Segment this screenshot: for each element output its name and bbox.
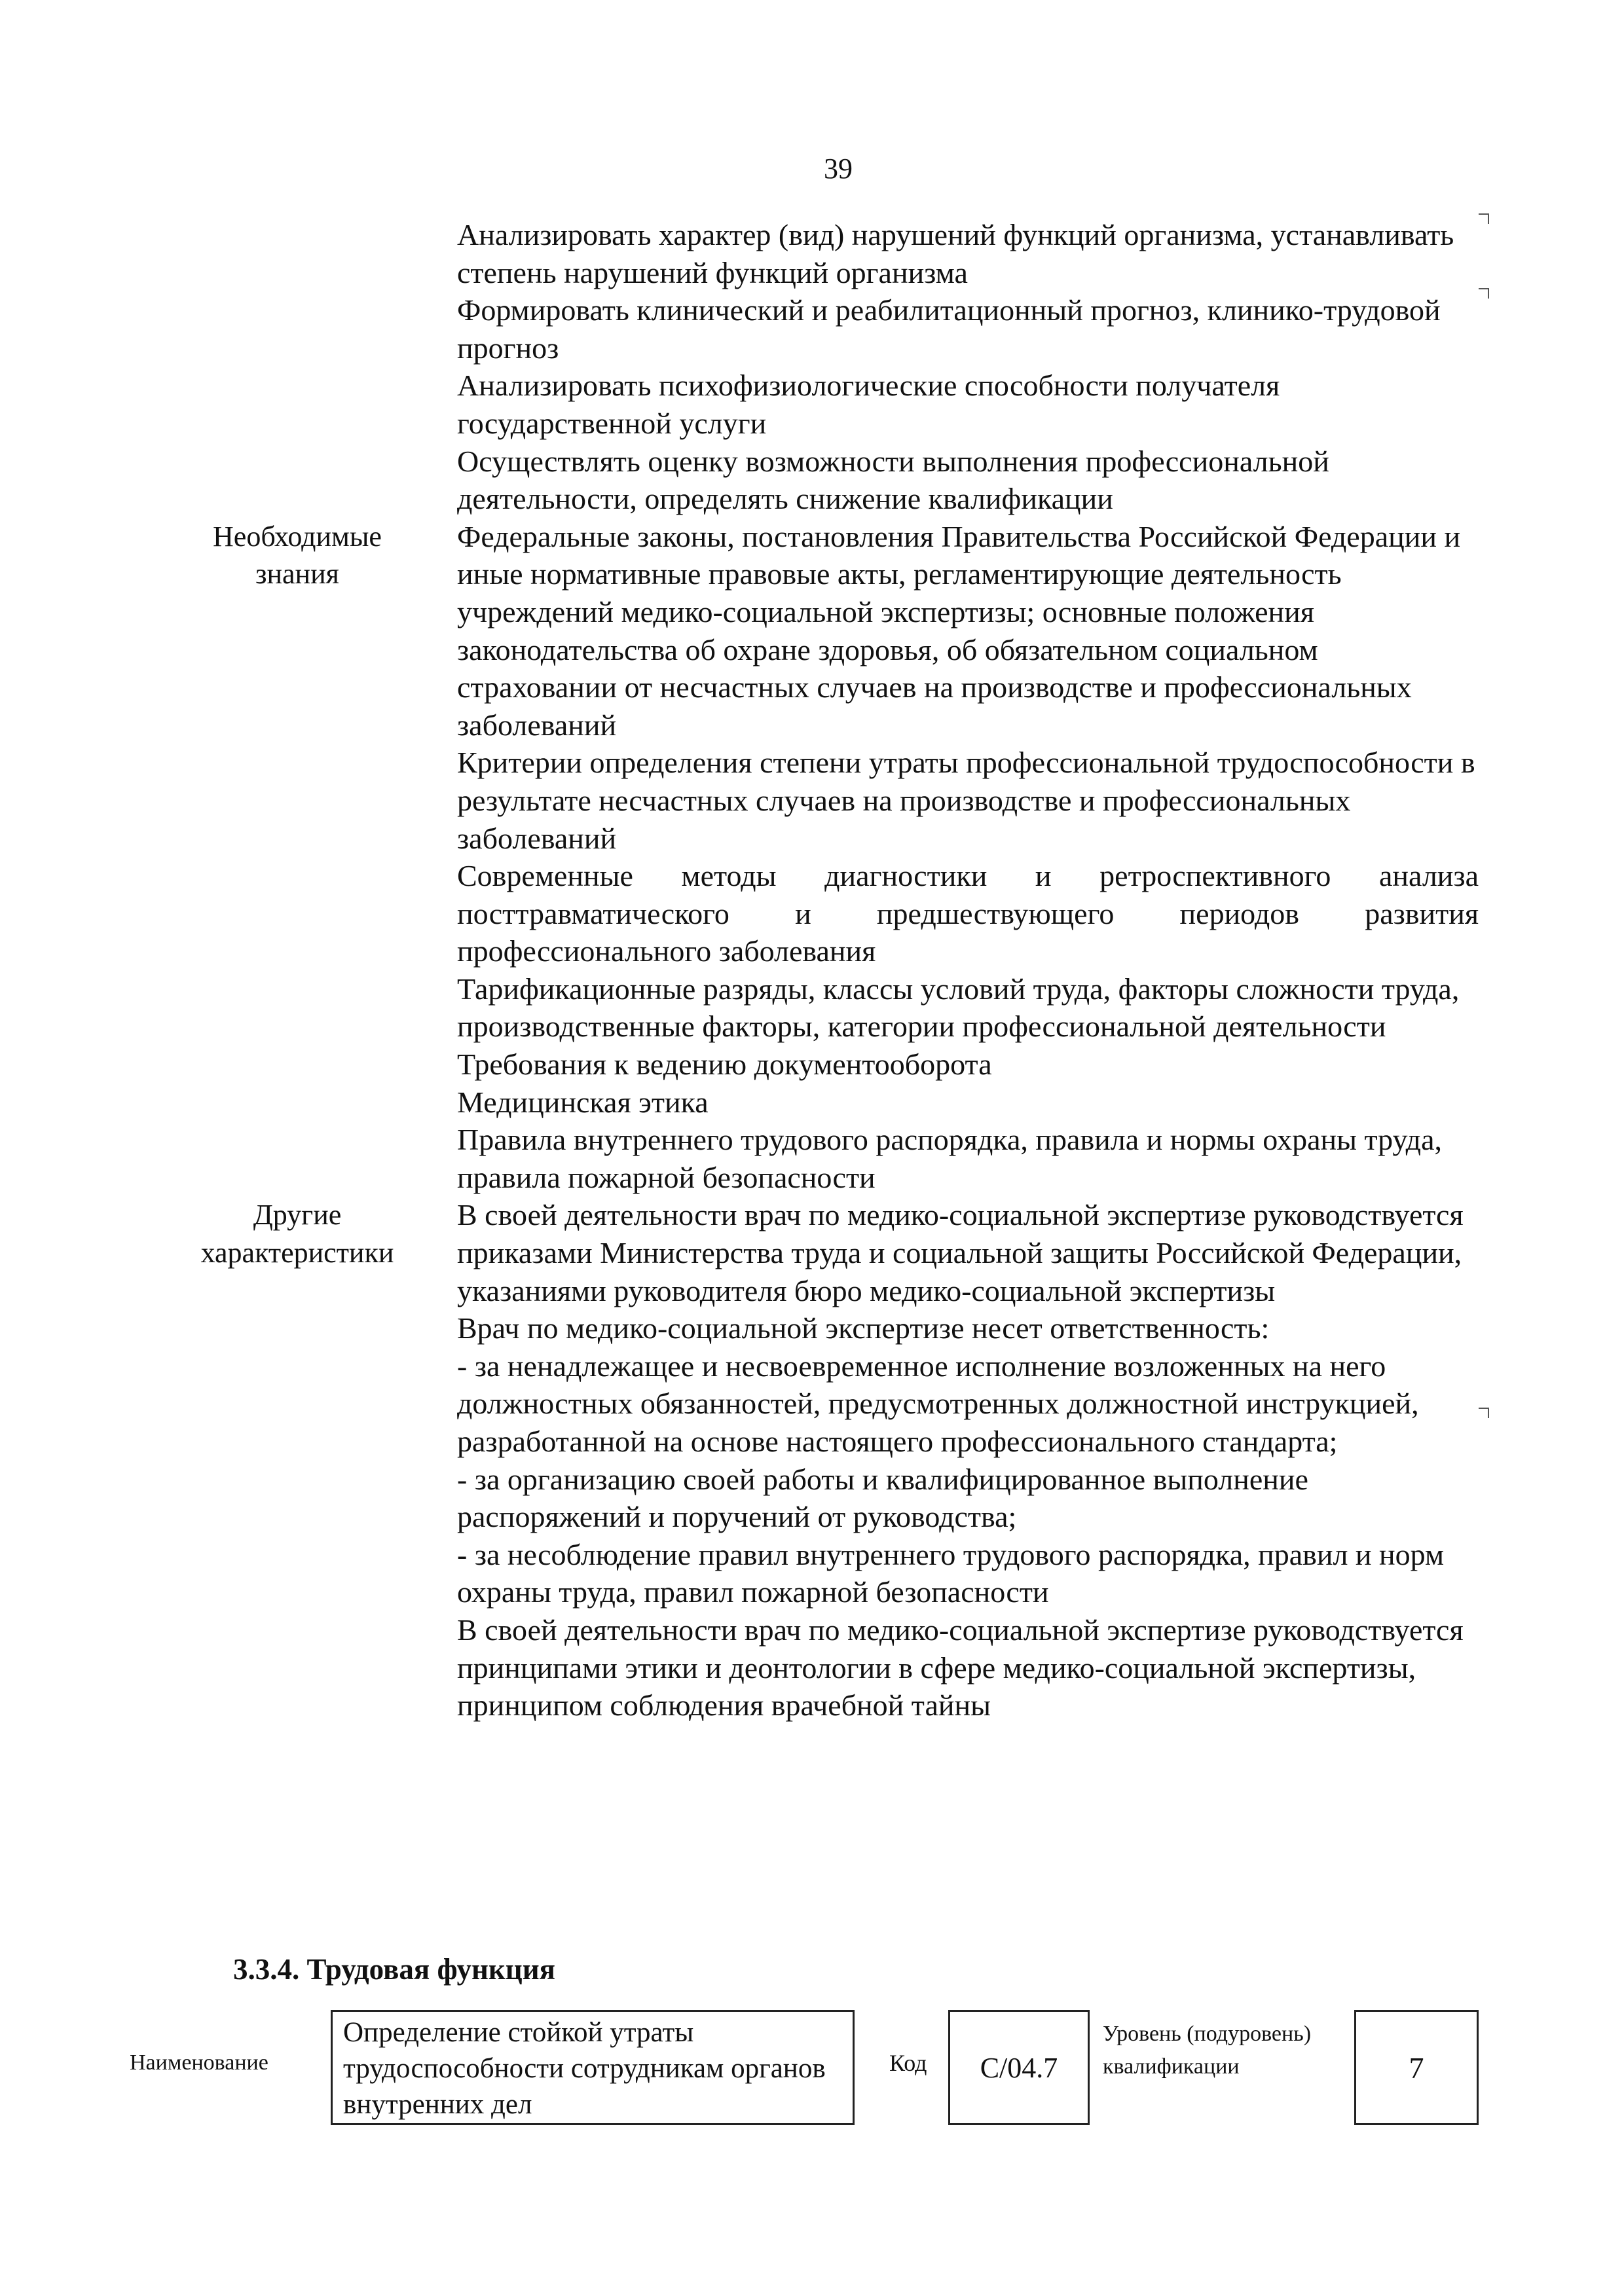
scan-mark bbox=[1479, 213, 1489, 224]
list-item: Анализировать характер (вид) нарушений функций организма, устанавливать степень нарушений функций организма bbox=[457, 218, 1454, 289]
row-label-required-knowledge bbox=[144, 518, 457, 593]
list-item: Формировать клинический и реабилитационный прогноз, клинико-трудовой прогноз bbox=[457, 293, 1441, 365]
list-item: Правила внутреннего трудового распорядка, правила и нормы охраны труда, правила пожарной безопасности bbox=[457, 1123, 1442, 1194]
row-label-line: Другие bbox=[253, 1199, 342, 1231]
list-item: В своей деятельности врач по медико-социальной экспертизе руководствуется приказами Министерства труда и социальной защиты Российской Федерации, указаниями руководителя бюро медико-социальной экспертизы bbox=[457, 1198, 1464, 1307]
page-number: 39 bbox=[824, 153, 853, 185]
function-code-label: Код bbox=[889, 2050, 927, 2076]
row-label-other-characteristics bbox=[144, 1196, 457, 1271]
list-item: Федеральные законы, постановления Правительства Российской Федерации и иные нормативные правовые акты, регламентирующие деятельность учреждений медико-социальной экспертизы; основные положения законодательства об охране здоровья, об обязательном социальном страховании от несчастных случаев на производстве и профессиональных заболеваний bbox=[457, 519, 1461, 742]
row-label-line: знания bbox=[255, 558, 339, 591]
table-row-skills-continuation bbox=[144, 216, 1493, 518]
table-row-required-knowledge bbox=[144, 518, 1493, 1197]
row-items bbox=[457, 1196, 1479, 1724]
table-row-other-characteristics bbox=[144, 1196, 1493, 1724]
row-label-line: Необходимые bbox=[213, 520, 382, 553]
list-item: Критерии определения степени утраты профессиональной трудоспособности в результате несчастных случаев на производстве и профессиональных заболеваний bbox=[457, 746, 1475, 855]
list-item: - за несоблюдение правил внутреннего трудового распорядка, правил и норм охраны труда, правил пожарной безопасности bbox=[457, 1537, 1445, 1609]
list-item: В своей деятельности врач по медико-социальной экспертизе руководствуется принципами этики и деонтологии в сфере медико-социальной экспертизы, принципом соблюдения врачебной тайны bbox=[457, 1613, 1464, 1722]
labor-function-heading: 3.3.4. Трудовая функция bbox=[233, 1953, 556, 1986]
list-item: - за организацию своей работы и квалифицированное выполнение распоряжений и поручений от руководства; bbox=[457, 1462, 1308, 1534]
qualification-level-box: 7 bbox=[1354, 2010, 1479, 2125]
function-code-box: C/04.7 bbox=[948, 2010, 1090, 2125]
list-item: - за ненадлежащее и несвоевременное исполнение возложенных на него должностных обязанностей, предусмотренных должностной инструкцией, разработанной на основе настоящего профессионального стандарта; bbox=[457, 1349, 1419, 1458]
function-name-label: Наименование bbox=[130, 2050, 268, 2075]
list-item: Тарификационные разряды, классы условий труда, факторы сложности труда, производственные факторы, категории профессиональной деятельности bbox=[457, 972, 1460, 1044]
function-name-box: Определение стойкой утраты трудоспособности сотрудникам органов внутренних дел bbox=[331, 2010, 855, 2125]
list-item: Врач по медико-социальной экспертизе несет ответственность: bbox=[457, 1311, 1270, 1345]
qualification-table bbox=[144, 216, 1493, 1724]
qualification-level-label: Уровень (подуровень) квалификации bbox=[1103, 2022, 1312, 2079]
list-item: Современные методы диагностики и ретроспективного анализа посттравматического и предшествующего периодов развития профессионального заболевания bbox=[457, 859, 1479, 968]
list-item: Медицинская этика bbox=[457, 1085, 709, 1119]
list-item: Осуществлять оценку возможности выполнения профессиональной деятельности, определять снижение квалификации bbox=[457, 444, 1329, 516]
row-items bbox=[457, 518, 1479, 1197]
row-items bbox=[457, 216, 1479, 518]
list-item: Анализировать психофизиологические способности получателя государственной услуги bbox=[457, 369, 1280, 440]
scan-mark bbox=[1479, 1408, 1489, 1418]
row-label-line: характеристики bbox=[200, 1237, 394, 1269]
scan-mark bbox=[1479, 288, 1489, 299]
list-item: Требования к ведению документооборота bbox=[457, 1048, 992, 1082]
